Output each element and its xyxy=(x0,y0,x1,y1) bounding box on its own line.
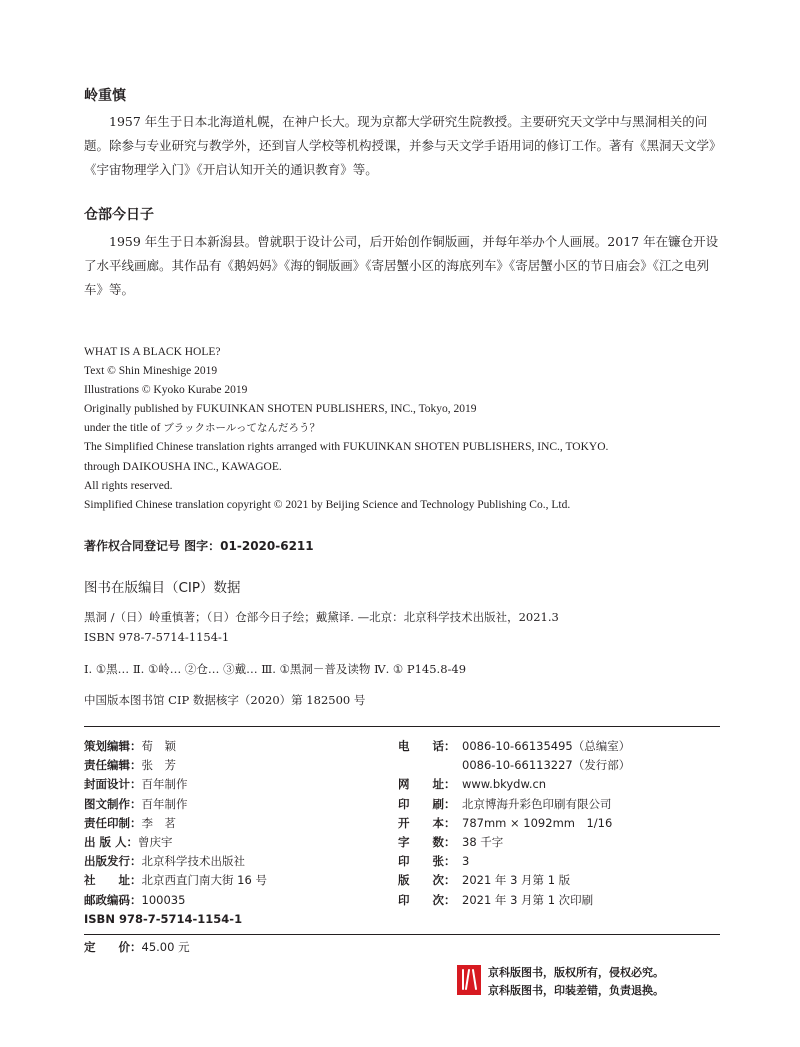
info-value: 百年制作 xyxy=(141,796,188,811)
cip-isbn: ISBN 978-7-5714-1154-1 xyxy=(84,630,230,644)
copyright-en-line9: Simplified Chinese translation copyright © 2021 by Beijing Science and Technology Publishing Co., Ltd. xyxy=(84,499,571,511)
notice-returns: 京科版图书，印装差错，负责退换。 xyxy=(488,984,664,997)
copyright-en-line4: Originally published by FUKUINKAN SHOTEN PUBLISHERS, INC., Tokyo, 2019 xyxy=(84,403,477,415)
info-label: 出版发行： xyxy=(84,854,142,869)
info-row-phone xyxy=(398,737,630,756)
copyright-en-line1: WHAT IS A BLACK HOLE? xyxy=(84,346,221,358)
info-label: 责任编辑： xyxy=(84,758,142,773)
copyright-en-line3: Illustrations © Kyoko Kurabe 2019 xyxy=(84,384,248,396)
info-label: 版 次： xyxy=(398,873,456,888)
info-row-postcode xyxy=(84,891,267,910)
info-label: 邮政编码： xyxy=(84,892,142,907)
info-value: 2021 年 3 月第 1 版 xyxy=(462,873,571,888)
info-value: 李 茗 xyxy=(141,815,176,830)
price-row xyxy=(84,938,190,957)
info-row-format xyxy=(398,814,630,833)
copyright-en-line7: through DAIKOUSHA INC., KAWAGOE. xyxy=(84,461,282,473)
info-row-layout xyxy=(84,795,267,814)
info-label: 开 本： xyxy=(398,815,456,830)
info-value: 38 千字 xyxy=(462,835,504,850)
info-label: 印 刷： xyxy=(398,796,456,811)
original-title-prefix: under the title of xyxy=(84,422,164,434)
cip-classification: Ⅰ. ①黑… Ⅱ. ①岭… ②仓… ③戴… Ⅲ. ①黑洞－普及读物 Ⅳ. ① P145.8-49 xyxy=(84,662,467,676)
copyright-en-line5 xyxy=(84,419,320,438)
info-value: ISBN 978-7-5714-1154-1 xyxy=(84,911,243,926)
info-label: 出 版 人： xyxy=(84,835,139,850)
info-value: 0086-10-66135495（总编室） xyxy=(462,739,631,753)
copyright-en-line6: The Simplified Chinese translation rights arranged with FUKUINKAN SHOTEN PUBLISHERS, INC., TOKYO. xyxy=(84,441,609,453)
info-row-address xyxy=(84,871,267,890)
author2-bio: 1959 年生于日本新潟县。曾就职于设计公司，后开始创作铜版画，并每年举办个人画展。2017 年在镰仓开设了水平线画廊。其作品有《鹅妈妈》《海的铜版画》《寄居蟹小区的海底列车》《寄居蟹小区的节日庙会》《江之电列车》等。 xyxy=(84,234,719,297)
info-value: 3 xyxy=(462,854,470,869)
info-row-website xyxy=(398,775,630,794)
info-label: 封面设计： xyxy=(84,777,142,792)
info-label: 责任印制： xyxy=(84,815,142,830)
divider-bottom xyxy=(84,934,720,935)
publisher-logo-icon xyxy=(457,965,481,995)
info-value: 0086-10-66113227（发行部） xyxy=(462,758,631,773)
info-row-responsible-editor xyxy=(84,756,267,775)
price-label: 定 价： xyxy=(84,940,142,954)
contract-registration: 著作权合同登记号 图字：01-2020-6211 xyxy=(84,539,314,553)
info-row-edition xyxy=(398,871,630,890)
info-label: 印 张： xyxy=(398,854,456,869)
original-japanese-title: ブラックホールってなんだろう？ xyxy=(163,422,320,434)
info-left-column xyxy=(84,737,267,929)
info-label: 网 址： xyxy=(398,777,456,792)
info-row-phone-2 xyxy=(398,756,630,775)
info-row-cover-design xyxy=(84,775,267,794)
info-label: 社 址： xyxy=(84,873,142,888)
info-value: 曾庆宇 xyxy=(138,835,173,850)
info-label: 策划编辑： xyxy=(84,739,142,753)
cip-line1: 黑洞 /（日）岭重慎著；（日）仓部今日子绘；戴黛译. —北京：北京科学技术出版社，2021.3 xyxy=(84,610,559,624)
info-right-column xyxy=(398,737,630,910)
info-value: 北京西直门南大街 16 号 xyxy=(141,873,267,888)
divider-top xyxy=(84,726,720,727)
info-value: 荀 颖 xyxy=(141,739,176,753)
author1-name: 岭重慎 xyxy=(84,88,126,104)
notice-rights: 京科版图书，版权所有，侵权必究。 xyxy=(488,966,664,979)
info-label: 印 次： xyxy=(398,892,456,907)
info-row-word-count xyxy=(398,833,630,852)
info-row-printing xyxy=(398,891,630,910)
info-value: 787mm × 1092mm 1/16 xyxy=(462,815,613,830)
info-row-publisher xyxy=(84,852,267,871)
info-row-planning-editor xyxy=(84,737,267,756)
cip-record-number: 中国版本图书馆 CIP 数据核字（2020）第 182500 号 xyxy=(84,693,366,707)
info-value: 张 芳 xyxy=(141,758,176,773)
info-label: 字 数： xyxy=(398,835,456,850)
price-value: 45.00 元 xyxy=(141,940,190,954)
info-value: 北京科学技术出版社 xyxy=(141,854,245,869)
copyright-en-line2: Text © Shin Mineshige 2019 xyxy=(84,365,218,377)
cip-title: 图书在版编目（CIP）数据 xyxy=(84,580,241,596)
info-row-publisher-person xyxy=(84,833,267,852)
copyright-en-line8: All rights reserved. xyxy=(84,480,173,492)
author2-name: 仓部今日子 xyxy=(84,207,154,223)
info-value: 百年制作 xyxy=(141,777,188,792)
info-value: www.bkydw.cn xyxy=(462,777,547,792)
info-label: 电 话： xyxy=(398,739,456,753)
info-value: 100035 xyxy=(141,892,186,907)
info-label: 图文制作： xyxy=(84,796,142,811)
info-row-sheets xyxy=(398,852,630,871)
info-value: 北京博海升彩色印刷有限公司 xyxy=(462,796,612,811)
author1-bio: 1957 年生于日本北海道札幌，在神户长大。现为京都大学研究生院教授。主要研究天文学中与黑洞相关的问题。除参与专业研究与教学外，还到盲人学校等机构授课，并参与天文学手语用词的修订工作。著有《黑洞天文学》《宇宙物理学入门》《开启认知开关的通识教育》等。 xyxy=(84,114,716,177)
info-row-isbn xyxy=(84,910,267,929)
info-row-printer xyxy=(398,795,630,814)
info-value: 2021 年 3 月第 1 次印刷 xyxy=(462,892,594,907)
info-row-print-supervisor xyxy=(84,814,267,833)
